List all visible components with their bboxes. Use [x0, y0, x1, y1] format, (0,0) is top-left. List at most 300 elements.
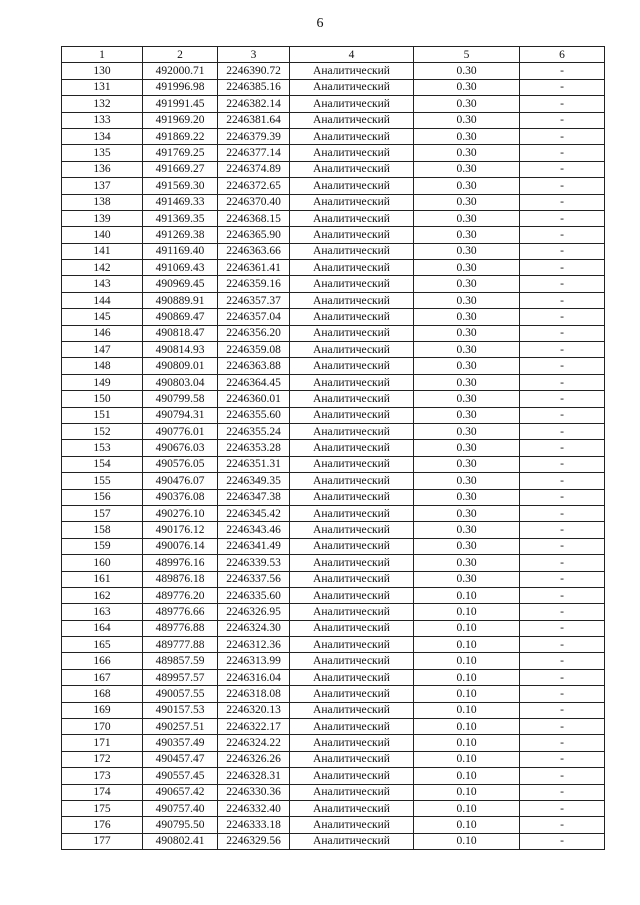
column-header: 3: [218, 47, 290, 63]
table-cell: 2246355.60: [218, 407, 290, 423]
table-cell: Аналитический: [290, 784, 414, 800]
table-cell: 490457.47: [143, 751, 218, 767]
table-cell: 491169.40: [143, 243, 218, 259]
table-cell: 0.30: [414, 555, 520, 571]
table-cell: -: [520, 407, 605, 423]
table-row: [62, 391, 605, 407]
table-row: [62, 522, 605, 538]
table-cell: -: [520, 800, 605, 816]
table-cell: 2246356.20: [218, 325, 290, 341]
table-header-row: [62, 47, 605, 63]
table-cell: 2246359.08: [218, 342, 290, 358]
table-cell: Аналитический: [290, 325, 414, 341]
table-cell: 490176.12: [143, 522, 218, 538]
table-cell: 490795.50: [143, 817, 218, 833]
table-cell: 491996.98: [143, 79, 218, 95]
table-cell: -: [520, 178, 605, 194]
table-cell: 2246390.72: [218, 63, 290, 79]
table-cell: 0.30: [414, 276, 520, 292]
table-cell: Аналитический: [290, 653, 414, 669]
table-cell: 0.30: [414, 325, 520, 341]
table-cell: 490803.04: [143, 374, 218, 390]
table-cell: -: [520, 227, 605, 243]
table-cell: 150: [62, 391, 143, 407]
table-cell: 0.10: [414, 768, 520, 784]
table-row: [62, 505, 605, 521]
table-cell: 491569.30: [143, 178, 218, 194]
table-cell: 170: [62, 719, 143, 735]
table-cell: 131: [62, 79, 143, 95]
table-cell: 0.30: [414, 96, 520, 112]
table-cell: 0.30: [414, 473, 520, 489]
table-cell: 490757.40: [143, 800, 218, 816]
table-cell: Аналитический: [290, 571, 414, 587]
table-cell: 152: [62, 423, 143, 439]
table-cell: 2246332.40: [218, 800, 290, 816]
table-cell: Аналитический: [290, 456, 414, 472]
table-cell: 0.30: [414, 260, 520, 276]
table-row: [62, 374, 605, 390]
table-cell: 490889.91: [143, 292, 218, 308]
table-cell: Аналитический: [290, 637, 414, 653]
table-row: [62, 637, 605, 653]
table-cell: Аналитический: [290, 194, 414, 210]
table-cell: 489777.88: [143, 637, 218, 653]
table-cell: 154: [62, 456, 143, 472]
table-cell: Аналитический: [290, 800, 414, 816]
table-cell: Аналитический: [290, 309, 414, 325]
table-cell: -: [520, 342, 605, 358]
table-cell: 2246345.42: [218, 505, 290, 521]
table-cell: 490794.31: [143, 407, 218, 423]
table-cell: 165: [62, 637, 143, 653]
column-header: 2: [143, 47, 218, 63]
table-cell: 490557.45: [143, 768, 218, 784]
table-cell: -: [520, 440, 605, 456]
table-cell: 0.10: [414, 735, 520, 751]
table-row: [62, 489, 605, 505]
table-row: [62, 276, 605, 292]
table-cell: 491769.25: [143, 145, 218, 161]
table-row: [62, 96, 605, 112]
table-cell: 2246355.24: [218, 423, 290, 439]
table-cell: 0.10: [414, 719, 520, 735]
table-cell: 139: [62, 210, 143, 226]
table-row: [62, 620, 605, 636]
table-cell: Аналитический: [290, 243, 414, 259]
table-cell: 490818.47: [143, 325, 218, 341]
table-row: [62, 719, 605, 735]
table-cell: 0.10: [414, 653, 520, 669]
table-cell: 491269.38: [143, 227, 218, 243]
table-cell: 491469.33: [143, 194, 218, 210]
table-cell: 0.10: [414, 587, 520, 603]
table-cell: Аналитический: [290, 128, 414, 144]
table-cell: 490676.03: [143, 440, 218, 456]
table-row: [62, 456, 605, 472]
table-cell: 172: [62, 751, 143, 767]
table-cell: Аналитический: [290, 79, 414, 95]
table-cell: 159: [62, 538, 143, 554]
table-cell: Аналитический: [290, 112, 414, 128]
table-cell: Аналитический: [290, 702, 414, 718]
table-cell: Аналитический: [290, 161, 414, 177]
table-cell: 141: [62, 243, 143, 259]
table-cell: 0.30: [414, 456, 520, 472]
table-cell: Аналитический: [290, 260, 414, 276]
table-row: [62, 817, 605, 833]
table-cell: Аналитический: [290, 833, 414, 849]
table-body: [62, 63, 605, 850]
table-cell: 2246320.13: [218, 702, 290, 718]
table-cell: -: [520, 473, 605, 489]
table-cell: 0.30: [414, 374, 520, 390]
table-cell: 490814.93: [143, 342, 218, 358]
table-cell: -: [520, 522, 605, 538]
table-cell: 168: [62, 686, 143, 702]
table-cell: 0.10: [414, 784, 520, 800]
table-row: [62, 63, 605, 79]
table-cell: 2246343.46: [218, 522, 290, 538]
table-cell: 0.30: [414, 489, 520, 505]
table-cell: 0.10: [414, 637, 520, 653]
table-cell: Аналитический: [290, 292, 414, 308]
table-cell: -: [520, 784, 605, 800]
table-row: [62, 194, 605, 210]
table-cell: 140: [62, 227, 143, 243]
table-row: [62, 178, 605, 194]
table-row: [62, 669, 605, 685]
table-cell: 490357.49: [143, 735, 218, 751]
table-cell: 157: [62, 505, 143, 521]
table-cell: Аналитический: [290, 489, 414, 505]
table-cell: 136: [62, 161, 143, 177]
table-cell: -: [520, 669, 605, 685]
table-cell: 492000.71: [143, 63, 218, 79]
table-cell: Аналитический: [290, 178, 414, 194]
table-cell: -: [520, 719, 605, 735]
table-cell: -: [520, 735, 605, 751]
table-row: [62, 735, 605, 751]
table-cell: 2246357.04: [218, 309, 290, 325]
table-cell: 163: [62, 604, 143, 620]
table-cell: 169: [62, 702, 143, 718]
table-cell: Аналитический: [290, 423, 414, 439]
table-cell: 142: [62, 260, 143, 276]
table-cell: 2246335.60: [218, 587, 290, 603]
table-cell: 0.10: [414, 686, 520, 702]
table-cell: -: [520, 374, 605, 390]
table-cell: 2246374.89: [218, 161, 290, 177]
table-cell: -: [520, 309, 605, 325]
table-cell: Аналитический: [290, 751, 414, 767]
table-cell: 489876.18: [143, 571, 218, 587]
table-cell: 2246363.88: [218, 358, 290, 374]
table-cell: 491669.27: [143, 161, 218, 177]
table-cell: 2246368.15: [218, 210, 290, 226]
table-cell: Аналитический: [290, 505, 414, 521]
table-cell: 490257.51: [143, 719, 218, 735]
table-cell: 166: [62, 653, 143, 669]
table-cell: 2246363.66: [218, 243, 290, 259]
table-cell: 2246326.95: [218, 604, 290, 620]
table-cell: 2246328.31: [218, 768, 290, 784]
table-row: [62, 227, 605, 243]
table-cell: 0.30: [414, 440, 520, 456]
table-cell: 490809.01: [143, 358, 218, 374]
page-number: 6: [316, 16, 324, 31]
table-cell: 0.30: [414, 538, 520, 554]
table-cell: -: [520, 358, 605, 374]
table-cell: 489776.66: [143, 604, 218, 620]
table-cell: 177: [62, 833, 143, 849]
table-cell: 491991.45: [143, 96, 218, 112]
table-cell: 489776.20: [143, 587, 218, 603]
table-cell: Аналитический: [290, 587, 414, 603]
table-cell: 130: [62, 63, 143, 79]
table-cell: Аналитический: [290, 358, 414, 374]
table-cell: 0.30: [414, 145, 520, 161]
table-cell: 2246364.45: [218, 374, 290, 390]
table-cell: 0.30: [414, 210, 520, 226]
table-cell: -: [520, 128, 605, 144]
table-cell: 0.10: [414, 817, 520, 833]
table-cell: 174: [62, 784, 143, 800]
column-header: 6: [520, 47, 605, 63]
table-row: [62, 653, 605, 669]
table-cell: 2246370.40: [218, 194, 290, 210]
table-cell: 490802.41: [143, 833, 218, 849]
table-cell: 490969.45: [143, 276, 218, 292]
table-row: [62, 702, 605, 718]
table-cell: -: [520, 391, 605, 407]
table-row: [62, 128, 605, 144]
table-cell: 490157.53: [143, 702, 218, 718]
table-cell: 2246324.30: [218, 620, 290, 636]
table-row: [62, 309, 605, 325]
table-cell: 0.10: [414, 702, 520, 718]
table-cell: Аналитический: [290, 555, 414, 571]
table-cell: -: [520, 571, 605, 587]
table-cell: 0.30: [414, 128, 520, 144]
table-cell: 160: [62, 555, 143, 571]
table-cell: 0.30: [414, 161, 520, 177]
table-cell: 143: [62, 276, 143, 292]
table-row: [62, 768, 605, 784]
table-cell: 153: [62, 440, 143, 456]
table-row: [62, 358, 605, 374]
table-cell: 148: [62, 358, 143, 374]
table-cell: 0.30: [414, 391, 520, 407]
table-cell: 2246326.26: [218, 751, 290, 767]
table-cell: Аналитический: [290, 227, 414, 243]
table-cell: 490576.05: [143, 456, 218, 472]
table-cell: Аналитический: [290, 620, 414, 636]
table-cell: 491869.22: [143, 128, 218, 144]
column-header: 5: [414, 47, 520, 63]
table-cell: 2246324.22: [218, 735, 290, 751]
table-cell: 171: [62, 735, 143, 751]
column-header: 4: [290, 47, 414, 63]
table-row: [62, 423, 605, 439]
table-cell: 490057.55: [143, 686, 218, 702]
table-cell: -: [520, 817, 605, 833]
table-cell: 2246316.04: [218, 669, 290, 685]
table-cell: 2246347.38: [218, 489, 290, 505]
table-cell: Аналитический: [290, 604, 414, 620]
table-row: [62, 79, 605, 95]
table-cell: 0.10: [414, 751, 520, 767]
table-cell: 0.30: [414, 358, 520, 374]
table-cell: 0.30: [414, 407, 520, 423]
table-cell: Аналитический: [290, 719, 414, 735]
table-cell: 138: [62, 194, 143, 210]
table-row: [62, 587, 605, 603]
table-cell: -: [520, 96, 605, 112]
table-row: [62, 751, 605, 767]
table-cell: 156: [62, 489, 143, 505]
table-cell: -: [520, 653, 605, 669]
table-cell: 490776.01: [143, 423, 218, 439]
table-cell: Аналитический: [290, 276, 414, 292]
table-cell: 164: [62, 620, 143, 636]
table-cell: -: [520, 325, 605, 341]
table-cell: Аналитический: [290, 686, 414, 702]
table-cell: 133: [62, 112, 143, 128]
table-cell: 491369.35: [143, 210, 218, 226]
table-row: [62, 440, 605, 456]
table-cell: -: [520, 604, 605, 620]
table-cell: 489976.16: [143, 555, 218, 571]
table-cell: 2246361.41: [218, 260, 290, 276]
table-cell: Аналитический: [290, 96, 414, 112]
table-cell: -: [520, 620, 605, 636]
table-cell: 2246333.18: [218, 817, 290, 833]
table-cell: 2246385.16: [218, 79, 290, 95]
table-cell: 491069.43: [143, 260, 218, 276]
table-cell: Аналитический: [290, 473, 414, 489]
table-cell: Аналитический: [290, 391, 414, 407]
coordinates-table: [61, 46, 605, 850]
table-cell: -: [520, 538, 605, 554]
table-cell: 0.30: [414, 243, 520, 259]
table-cell: -: [520, 637, 605, 653]
table-cell: Аналитический: [290, 669, 414, 685]
table-cell: 137: [62, 178, 143, 194]
table-cell: -: [520, 79, 605, 95]
table-cell: -: [520, 423, 605, 439]
table-cell: 0.30: [414, 227, 520, 243]
table-cell: Аналитический: [290, 407, 414, 423]
table-cell: -: [520, 194, 605, 210]
table-cell: 175: [62, 800, 143, 816]
table-cell: 490869.47: [143, 309, 218, 325]
table-cell: 0.30: [414, 571, 520, 587]
table-cell: -: [520, 751, 605, 767]
table-cell: Аналитический: [290, 210, 414, 226]
table-cell: 173: [62, 768, 143, 784]
table-cell: 149: [62, 374, 143, 390]
table-row: [62, 260, 605, 276]
table-cell: Аналитический: [290, 374, 414, 390]
table-cell: 2246377.14: [218, 145, 290, 161]
table-cell: 2246318.08: [218, 686, 290, 702]
table-cell: -: [520, 145, 605, 161]
table-cell: 489957.57: [143, 669, 218, 685]
table-row: [62, 800, 605, 816]
table-cell: 2246357.37: [218, 292, 290, 308]
table-cell: 491969.20: [143, 112, 218, 128]
table-cell: 0.10: [414, 800, 520, 816]
table-cell: 134: [62, 128, 143, 144]
table-row: [62, 571, 605, 587]
table-cell: -: [520, 161, 605, 177]
table-cell: 2246360.01: [218, 391, 290, 407]
table-row: [62, 325, 605, 341]
table-cell: 0.30: [414, 292, 520, 308]
table-cell: 2246349.35: [218, 473, 290, 489]
table-cell: 2246312.36: [218, 637, 290, 653]
table-cell: 0.30: [414, 342, 520, 358]
table-cell: 158: [62, 522, 143, 538]
table-row: [62, 686, 605, 702]
table-cell: Аналитический: [290, 768, 414, 784]
table-row: [62, 342, 605, 358]
table-cell: -: [520, 276, 605, 292]
table-row: [62, 292, 605, 308]
table-cell: 155: [62, 473, 143, 489]
table-cell: 490076.14: [143, 538, 218, 554]
table-cell: -: [520, 456, 605, 472]
table-cell: 2246351.31: [218, 456, 290, 472]
table-cell: 132: [62, 96, 143, 112]
table-cell: -: [520, 555, 605, 571]
table-cell: -: [520, 292, 605, 308]
table-cell: -: [520, 505, 605, 521]
table-cell: 162: [62, 587, 143, 603]
table-cell: -: [520, 489, 605, 505]
table-cell: 0.30: [414, 194, 520, 210]
table-cell: 490276.10: [143, 505, 218, 521]
table-cell: 0.30: [414, 505, 520, 521]
table-row: [62, 784, 605, 800]
table-cell: 2246339.53: [218, 555, 290, 571]
table-cell: 146: [62, 325, 143, 341]
table-cell: 489857.59: [143, 653, 218, 669]
table-cell: Аналитический: [290, 522, 414, 538]
table-cell: 0.30: [414, 423, 520, 439]
table-cell: Аналитический: [290, 735, 414, 751]
table-cell: 2246353.28: [218, 440, 290, 456]
table-row: [62, 161, 605, 177]
table-cell: 2246322.17: [218, 719, 290, 735]
table-cell: 2246329.56: [218, 833, 290, 849]
table-cell: 0.10: [414, 833, 520, 849]
table-row: [62, 833, 605, 849]
table-cell: -: [520, 243, 605, 259]
table-cell: -: [520, 833, 605, 849]
table-cell: 144: [62, 292, 143, 308]
table-cell: 490476.07: [143, 473, 218, 489]
table-cell: 0.30: [414, 522, 520, 538]
table-cell: 490799.58: [143, 391, 218, 407]
table-cell: -: [520, 63, 605, 79]
table-cell: 0.30: [414, 79, 520, 95]
table-cell: 147: [62, 342, 143, 358]
table-row: [62, 112, 605, 128]
table-cell: 2246382.14: [218, 96, 290, 112]
table-cell: 2246330.36: [218, 784, 290, 800]
